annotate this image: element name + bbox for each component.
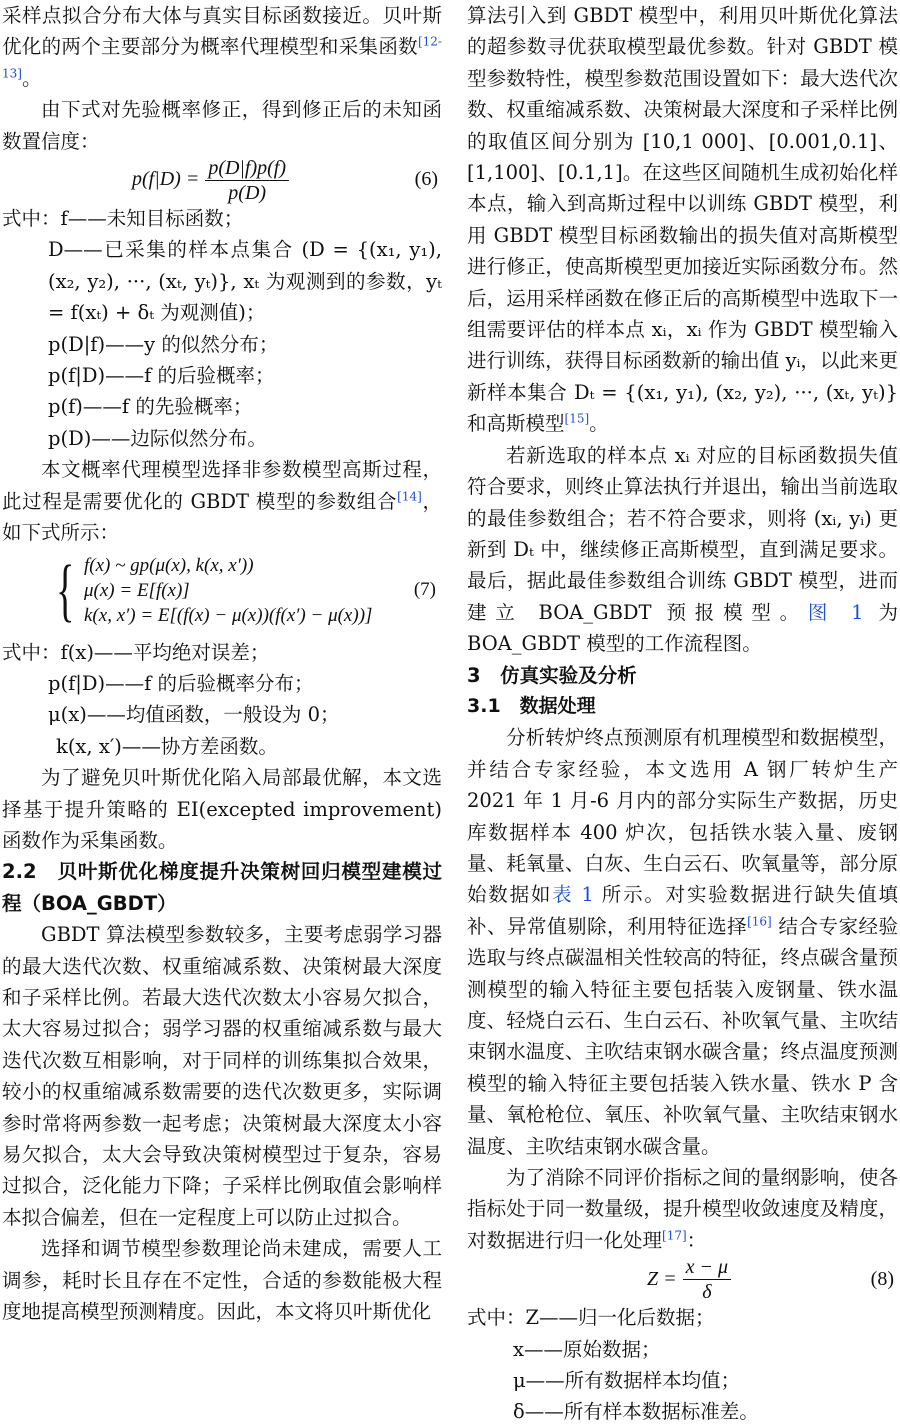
figure-link[interactable]: 图 1	[807, 600, 864, 624]
denominator: δ	[702, 1280, 712, 1303]
paragraph-text: 算法引入到 GBDT 模型中，利用贝叶斯优化算法的超参数寻优获取模型最优参数。针对 GBDT 模型参数特性，模型参数范围设置如下：最大迭代次数、权重缩减系数、决策树最大深度和子采样比例的取值区间分别为 [10,1 000]、[0.001,0.1]、[1,100]、[0.1,1]。在这些区间随机生成初始化样本点，输入到高斯过程中以训练 GBDT 模型，利用 GBDT 模型目标函数输出的损失值对高斯模型进行修正，使高斯模型更加接近实际函数分布。然后，运用采样函数在修正后的高斯模型中选取下一组需要评估的样本点 xᵢ，xᵢ 作为 GBDT 模型输入进行训练，获得目标函数新的输出值 yᵢ，以此来更新样本集合 Dₜ = {(x₁, y₁), (x₂, y₂), ···, (xₜ, yₜ)} 和高斯模型	[467, 4, 898, 436]
paragraph-text: 。	[589, 412, 609, 436]
definition: 式中：f——未知目标函数；	[2, 207, 244, 231]
equation-line: μ(x) = E[f(x)]	[84, 579, 190, 601]
section-heading: 2.2 贝叶斯优化梯度提升决策树回归模型建模过程（BOA_GBDT）	[2, 860, 442, 915]
definition: p(f|D)——f 的后验概率分布；	[48, 671, 314, 695]
definition: k(x, x′)——协方差函数。	[56, 734, 278, 758]
equation-8	[467, 1256, 898, 1302]
equation-lhs: Z =	[647, 1267, 677, 1290]
paragraph-text: 分析转炉终点预测原有机理模型和数据模型，并结合专家经验，本文选用 A 钢厂转炉生产 2021 年 1 月-6 月内的部分实际生产数据，历史库数据样本 400 炉次，包括铁水装入量、废钢量、耗氧量、白灰、生白云石、吹氧量等，部分原始数据如	[467, 726, 898, 907]
citation-link[interactable]: [16]	[747, 914, 772, 929]
subsection-heading: 3.1 数据处理	[467, 694, 596, 717]
paragraph	[467, 0, 898, 440]
paragraph: GBDT 算法模型参数较多，主要考虑弱学习器的最大迭代次数、权重缩减系数、决策树最大深度和子采样比例。若最大迭代次数太小容易欠拟合，太大容易过拟合；弱学习器的权重缩减系数与最大迭代次数互相影响，对于同样的训练集拟合效果，较小的权重缩减系数需要的迭代次数更多，实际调参时常将两参数一起考虑；决策树最大深度太小容易欠拟合，太大会导致决策树模型过于复杂，容易过拟合，泛化能力下降；子采样比例取值会影响样本拟合偏差，但在一定程度上可以防止过拟合。	[2, 923, 442, 1229]
equation-line: k(x, x′) = E[(f(x) − μ(x))(f(x′) − μ(x))]	[84, 604, 373, 626]
paragraph: 由下式对先验概率修正，得到修正后的未知函数置信度：	[2, 98, 442, 153]
brace-icon: {	[56, 551, 75, 629]
paragraph	[2, 0, 442, 94]
fraction	[205, 156, 289, 205]
definition: μ——所有数据样本均值；	[513, 1369, 741, 1393]
paragraph-text: ：	[686, 1228, 707, 1252]
definition: μ(x)——均值函数，一般设为 0；	[48, 703, 340, 727]
equation-line: f(x) ~ gp(μ(x), k(x, x′))	[84, 554, 254, 576]
denominator: p(D)	[228, 181, 267, 204]
definition: p(D|f)——y 的似然分布；	[48, 332, 279, 356]
table-link[interactable]: 表 1	[552, 883, 594, 907]
equation-6	[2, 157, 442, 203]
definition: 式中：f(x)——平均绝对误差；	[2, 640, 270, 664]
paragraph-text: 采样点拟合分布大体与真实目标函数接近。贝叶斯优化的两个主要部分为概率代理模型和采集函数	[2, 4, 442, 59]
left-column	[2, 0, 442, 1327]
equation-number: (8)	[870, 1267, 894, 1290]
paragraph-text: 。	[21, 66, 42, 90]
paragraph: 选择和调节模型参数理论尚未建成，需要人工调参，耗时长且存在不定性，合适的参数能极大程度地提高模型预测精度。因此，本文将贝叶斯优化	[2, 1237, 442, 1324]
citation-link[interactable]: [15]	[564, 411, 590, 426]
paragraph-text: 若新选取的样本点 xᵢ 对应的目标函数损失值符合要求，则终止算法执行并退出，输出当前选取的最佳参数组合；若不符合要求，则将 (xᵢ, yᵢ) 更新到 Dₜ 中，继续修正高斯模型，直到满足要求。最后，据此最佳参数组合训练 GBDT 模型，进而建立 BOA_GBDT 预报模型。	[467, 443, 898, 624]
citation-link[interactable]: [12-13]	[2, 34, 442, 81]
definition: x——原始数据；	[513, 1337, 661, 1361]
equation-lhs: p(f|D) =	[132, 168, 200, 191]
paragraph-text: 所示。对实验数据进行缺失值填补、异常值剔除，利用特征选择	[467, 883, 898, 938]
definition: D——已采集的样本点集合 (D = {(x₁, y₁), (x₂, y₂), ···, (xₜ, yₜ)}, xₜ 为观测到的参数，yₜ = f(xₜ) + δₜ 为观测值)；	[48, 238, 442, 325]
paragraph	[467, 722, 898, 1162]
definition: δ——所有样本数据标准差。	[513, 1400, 759, 1424]
paragraph-text: 为了消除不同评价指标之间的量纲影响，使各指标处于同一数量级，提升模型收敛速度及精度，对数据进行归一化处理	[467, 1166, 898, 1252]
paragraph-text: 为 BOA_GBDT 模型的工作流程图。	[467, 600, 898, 656]
definition: 式中：Z——归一化后数据；	[467, 1306, 715, 1330]
paragraph-text: ，如下式所示：	[2, 489, 442, 545]
paragraph	[467, 1162, 898, 1256]
right-column	[467, 0, 898, 1428]
equation-7	[56, 549, 442, 637]
paragraph	[2, 454, 442, 548]
definition: p(D)——边际似然分布。	[48, 426, 267, 450]
paragraph: 为了避免贝叶斯优化陷入局部最优解，本文选择基于提升策略的 EI(excepted improvement) 函数作为采集函数。	[2, 766, 442, 852]
paragraph	[467, 440, 898, 660]
definition: p(f)——f 的先验概率；	[48, 395, 253, 419]
definition: p(f|D)——f 的后验概率；	[48, 364, 275, 388]
equation-number: (6)	[414, 168, 438, 191]
section-heading: 3 仿真实验及分析	[467, 663, 637, 687]
fraction	[683, 1255, 731, 1304]
numerator: x − μ	[683, 1255, 731, 1280]
numerator: p(D|f)p(f)	[205, 156, 289, 181]
paragraph-text: 本文概率代理模型选择非参数模型高斯过程，此过程是需要优化的 GBDT 模型的参数组合	[2, 458, 442, 513]
citation-link[interactable]: [14]	[397, 489, 422, 504]
equation-number: (7)	[413, 578, 436, 600]
paragraph-text: 结合专家经验选取与终点碳温相关性较高的特征，终点碳含量预测模型的输入特征主要包括装入废钢量、铁水温度、轻烧白云石、生白云石、补吹氧气量、主吹结束钢水温度、主吹结束钢水碳含量；终点温度预测模型的输入特征主要包括装入铁水量、铁水 P 含量、氧枪枪位、氧压、补吹氧气量、主吹结束钢水温度、主吹结束钢水碳含量。	[467, 914, 898, 1158]
citation-link[interactable]: [17]	[662, 1228, 687, 1243]
